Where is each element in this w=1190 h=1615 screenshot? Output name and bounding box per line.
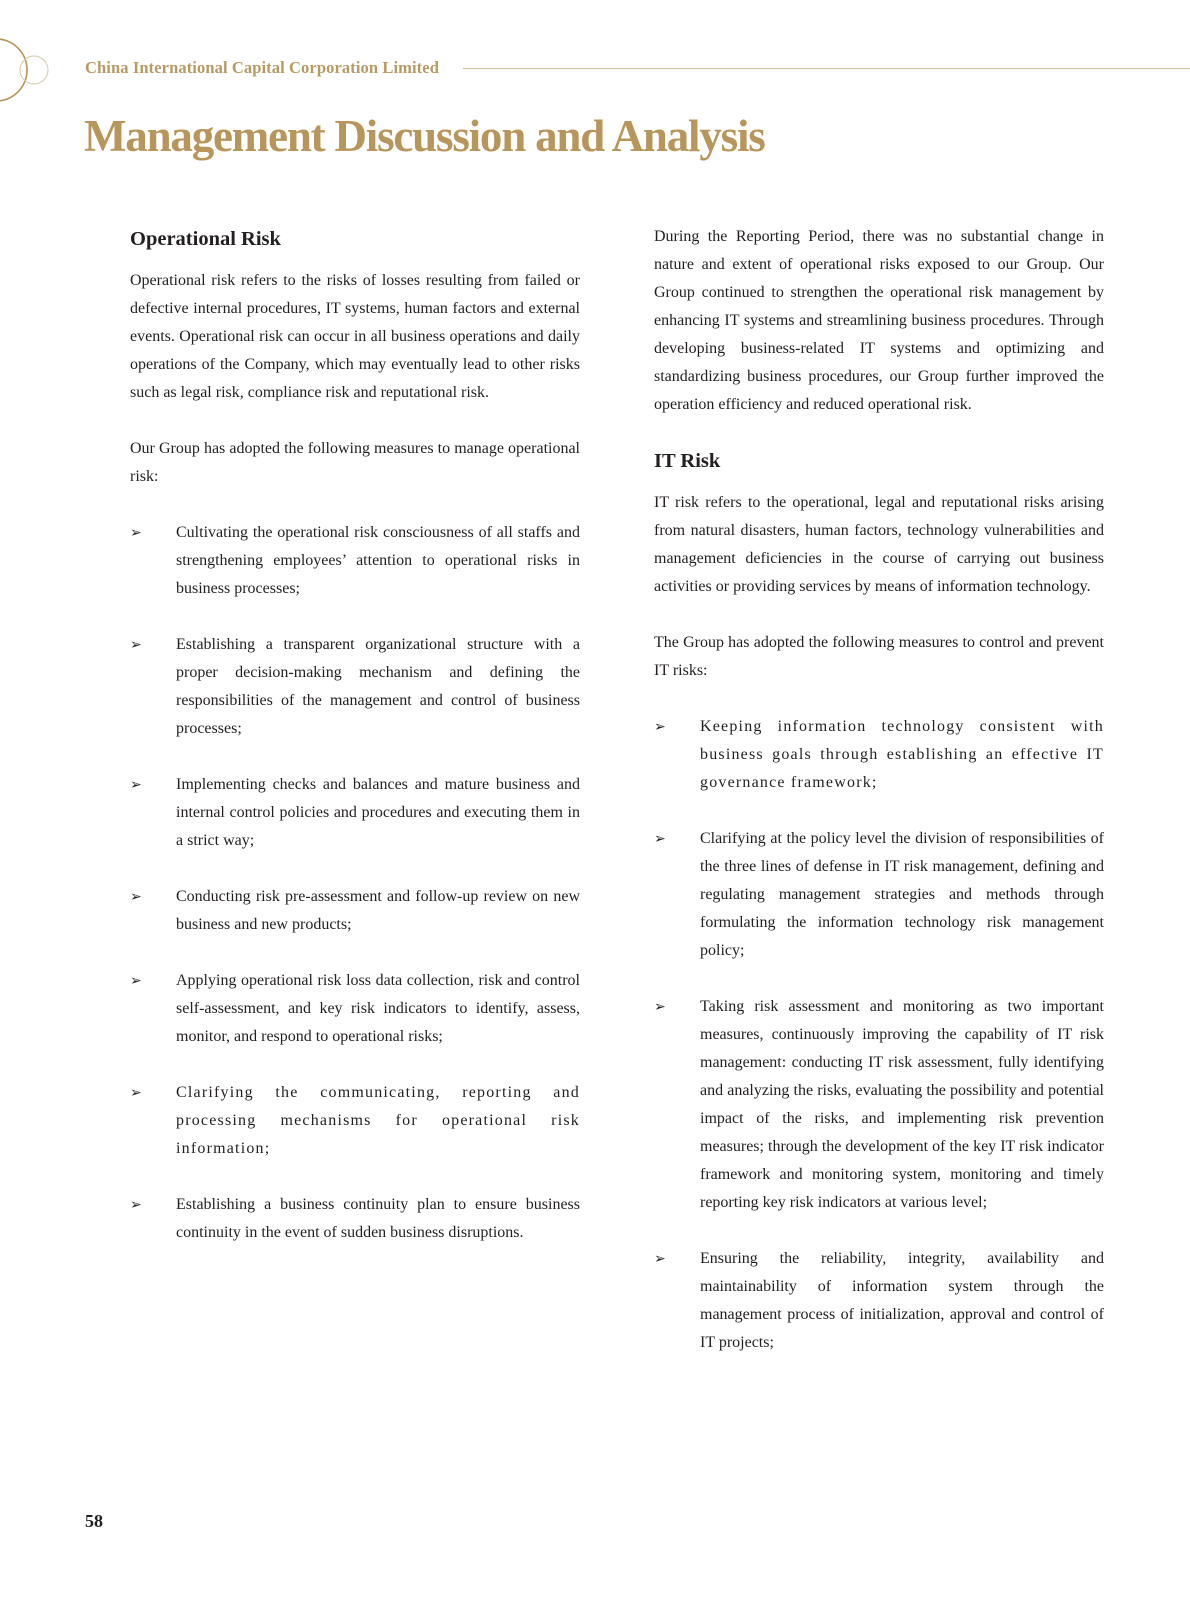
arrowhead-bullet-icon: ➢	[130, 973, 142, 989]
list-item	[130, 1079, 580, 1163]
company-name: China International Capital Corporation Limited	[85, 58, 439, 77]
arrowhead-bullet-icon: ➢	[654, 1251, 666, 1267]
arrowhead-bullet-icon: ➢	[130, 1085, 143, 1101]
list-item	[654, 993, 1104, 1217]
arrowhead-bullet-icon: ➢	[130, 637, 142, 653]
list-item-text: Clarifying at the policy level the division of responsibilities of the three lines of defense in IT risk management, defining and regulating management strategies and methods through formulating the information technology risk management policy;	[700, 830, 1104, 959]
operational-risk-definition: Operational risk refers to the risks of losses resulting from failed or defective internal procedures, IT systems, human factors and external events. Operational risk can occur in all business operations and daily operations of the Company, which may eventually lead to other risks such as legal risk, compliance risk and reputational risk.	[130, 272, 580, 401]
interlocking-circles-icon	[0, 36, 60, 106]
it-risk-measures-intro: The Group has adopted the following measures to control and prevent IT risks:	[654, 634, 1104, 679]
list-item	[654, 825, 1104, 965]
it-risk-definition: IT risk refers to the operational, legal and reputational risks arising from natural disasters, human factors, technology vulnerabilities and management deficiencies in the course of carrying out business activities or providing services by means of information technology.	[654, 494, 1104, 595]
arrowhead-bullet-icon: ➢	[654, 999, 666, 1015]
list-item-text: Clarifying the communicating, reporting and processing mechanisms for operational risk information;	[176, 1084, 580, 1157]
list-item	[130, 883, 580, 939]
list-item-text: Establishing a transparent organizational structure with a proper decision-making mechanism and defining the responsibilities of the management and control of business processes;	[176, 636, 580, 737]
list-item-text: Implementing checks and balances and mature business and internal control policies and procedures and executing them in a strict way;	[176, 776, 580, 849]
list-item	[130, 967, 580, 1051]
list-item-text: Taking risk assessment and monitoring as two important measures, continuously improving the capability of IT risk management: conducting IT risk assessment, fully identifying and analyzing the risks, evaluating the possibility and potential impact of the risks, and implementing risk prevention measures; through the development of the key IT risk indicator framework and monitoring system, monitoring and timely reporting key risk indicators at various level;	[700, 998, 1104, 1211]
arrowhead-bullet-icon: ➢	[130, 889, 142, 905]
list-item-text: Establishing a business continuity plan to ensure business continuity in the event of sudden business disruptions.	[176, 1196, 580, 1241]
list-item-text: Keeping information technology consistent with business goals through establishing an effective IT governance framework;	[700, 718, 1104, 791]
list-item	[654, 713, 1104, 797]
arrowhead-bullet-icon: ➢	[130, 525, 142, 541]
list-item	[654, 1245, 1104, 1357]
left-column	[130, 225, 580, 1275]
section-heading-it-risk: IT Risk	[654, 450, 721, 472]
operational-risk-measures-list	[130, 519, 580, 1247]
list-item-text: Cultivating the operational risk consciousness of all staffs and strengthening employees’ attention to operational risks in business processes;	[176, 524, 580, 597]
page-title: Management Discussion and Analysis	[84, 111, 765, 161]
it-risk-measures-list	[654, 713, 1104, 1357]
list-item	[130, 771, 580, 855]
operational-risk-measures-intro: Our Group has adopted the following measures to manage operational risk:	[130, 440, 580, 485]
arrowhead-bullet-icon: ➢	[654, 831, 666, 847]
reporting-period-summary: During the Reporting Period, there was no substantial change in nature and extent of operational risks exposed to our Group. Our Group continued to strengthen the operational risk management by enhancing IT systems and streamlining business procedures. Through developing business-related IT systems and optimizing and standardizing business procedures, our Group further improved the operation efficiency and reduced operational risk.	[654, 228, 1104, 413]
list-item-text: Applying operational risk loss data collection, risk and control self-assessment, and key risk indicators to identify, assess, monitor, and respond to operational risks;	[176, 972, 580, 1045]
list-item	[130, 631, 580, 743]
list-item-text: Ensuring the reliability, integrity, availability and maintainability of information system through the management process of initialization, approval and control of IT projects;	[700, 1250, 1104, 1351]
arrowhead-bullet-icon: ➢	[654, 719, 667, 735]
list-item	[130, 519, 580, 603]
section-heading-operational-risk: Operational Risk	[130, 228, 281, 250]
list-item	[130, 1191, 580, 1247]
arrowhead-bullet-icon: ➢	[130, 777, 142, 793]
arrowhead-bullet-icon: ➢	[130, 1197, 142, 1213]
right-column	[654, 223, 1104, 1385]
list-item-text: Conducting risk pre-assessment and follow-up review on new business and new products;	[176, 888, 580, 933]
header-rule	[463, 68, 1190, 69]
page-number: 58	[85, 1511, 103, 1531]
